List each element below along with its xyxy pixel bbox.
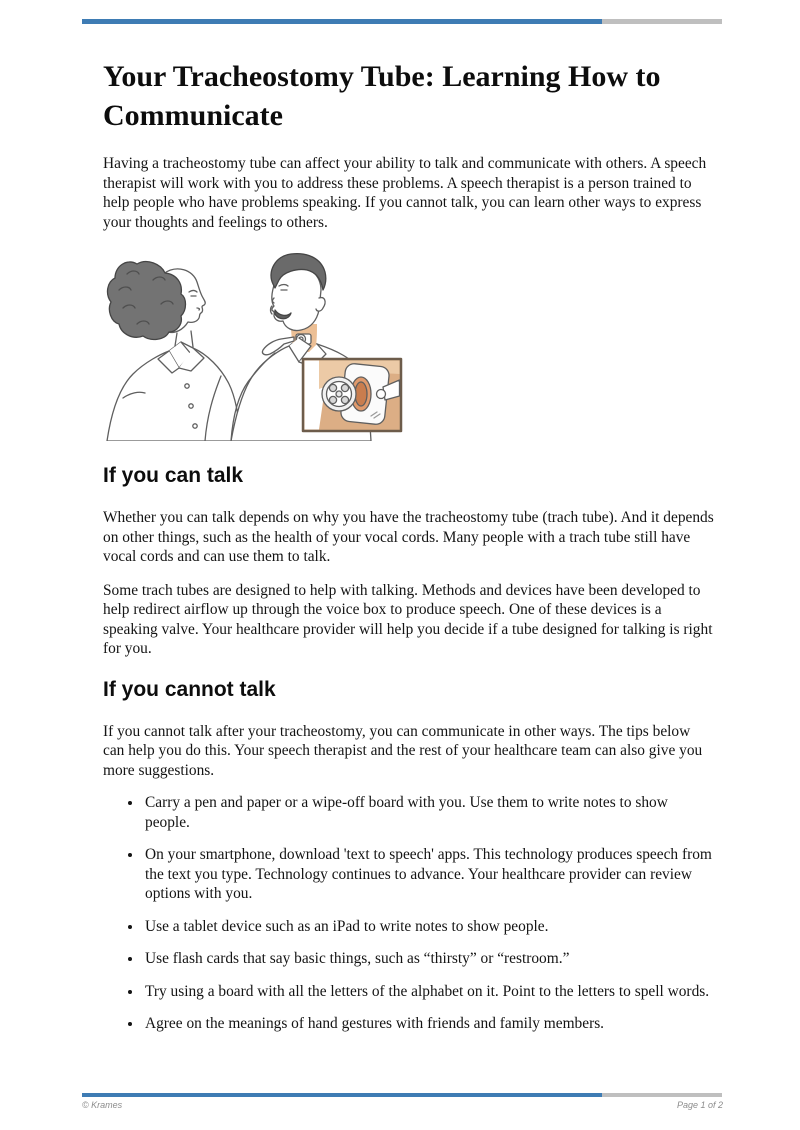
list-item: • Carry a pen and paper or a wipe-off board with you. Use them to write notes to show people. [143,793,715,832]
document-body [103,24,715,1034]
footer [82,1100,723,1110]
can-talk-paragraph-1: Whether you can talk depends on why you have the tracheostomy tube (trach tube). And it depends on other things, such as the health of your vocal cords. Many people with a trach tube still have vocal cords and can use them to talk. [103,509,714,565]
page-title: Your Tracheostomy Tube: Learning How to Communicate [103,60,661,132]
illustration-figure [103,246,715,446]
footer-rule-blue-segment [82,1093,602,1097]
list-item: • On your smartphone, download 'text to speech' apps. This technology produces speech from the text you type. Technology continues to advance. Your healthcare provider can review options with you. [143,845,715,904]
footer-rule [82,1093,723,1097]
section-heading-if-you-cannot-talk: If you cannot talk [103,677,276,701]
section-heading-if-you-can-talk: If you can talk [103,464,244,487]
footer-rule-gray-segment [602,1093,722,1097]
copyright-text: © Krames [82,1100,123,1110]
cannot-talk-paragraph: If you cannot talk after your tracheostomy, you can communicate in other ways. The tips below can help you do this. Your speech therapist and the rest of your healthcare team can also give you more suggestions. [103,722,703,779]
speaking-valve-inset [303,359,401,431]
list-item: • Try using a board with all the letters of the alphabet on it. Point to the letters to spell words. [143,982,715,1002]
intro-paragraph: Having a tracheostomy tube can affect your ability to talk and communicate with others. A speech therapist will work with you to address these problems. A speech therapist is a person trained to help people who have problems speaking. If you cannot talk, you can learn other ways to express your thoughts and feelings to others. [103,155,707,231]
can-talk-paragraph-2: Some trach tubes are designed to help with talking. Methods and devices have been developed to help redirect airflow up through the voice box to produce speech. One of these devices is a speaking valve. Your healthcare provider will help you decide if a tube designed for talking is right for you. [103,581,713,657]
list-item: • Use a tablet device such as an iPad to write notes to show people. [143,917,715,937]
list-item: • Use flash cards that say basic things, such as “thirsty” or “restroom.” [143,949,715,969]
woman-and-man-tracheostomy-illustration [103,246,433,441]
list-item: • Agree on the meanings of hand gestures with friends and family members. [143,1014,715,1034]
communication-tips-list [103,793,715,1034]
page-number: Page 1 of 2 [676,1100,723,1110]
